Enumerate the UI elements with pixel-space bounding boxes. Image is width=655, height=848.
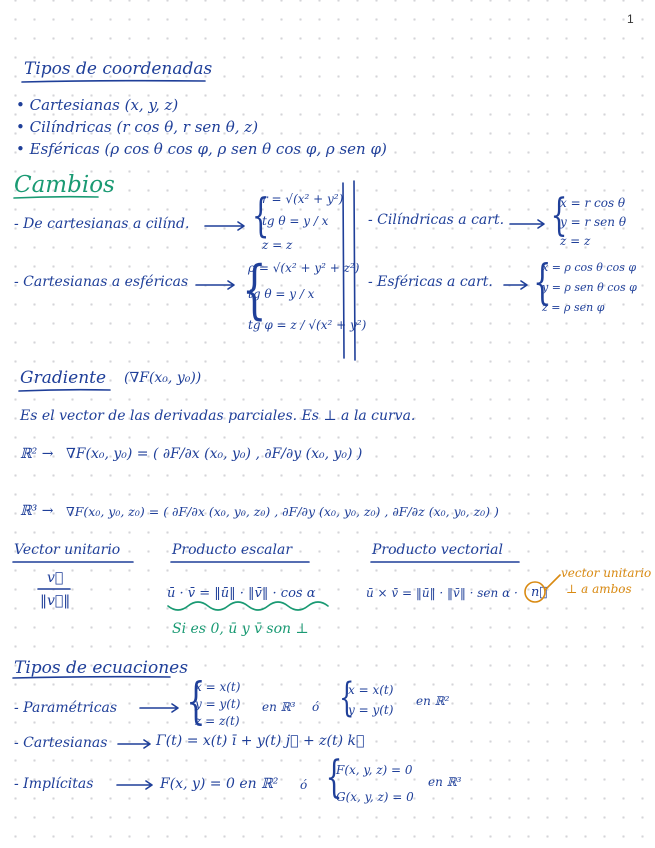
underline-gradiente bbox=[19, 390, 110, 391]
section-title-tipos-ecuaciones: Tipos de ecuaciones bbox=[14, 658, 188, 678]
label-parametricas: - Paramétricas bbox=[14, 700, 118, 716]
gradiente-r3-formula: ∇F(x₀, y₀, z₀) = ( ∂F/∂x (x₀, y₀, z₀) , ∂F/∂y (x₀, y₀, z₀) , ∂F/∂z (x₀, y₀, z₀) ) bbox=[66, 504, 499, 519]
param-r2-y: y = y(t) bbox=[348, 703, 394, 717]
vector-unitario-numerator: v⃗ bbox=[47, 570, 64, 586]
param-r3-x: x = x(t) bbox=[195, 680, 241, 694]
eq-cart-to-cil-r: r = √(x² + y²) bbox=[262, 192, 344, 206]
vector-unitario-denominator: ‖v⃗‖ bbox=[40, 593, 71, 609]
arrow-cart-to-esf bbox=[196, 281, 234, 289]
brace-cart-to-esf: { bbox=[242, 253, 267, 327]
underline-tipos-ecuaciones bbox=[13, 677, 170, 678]
eq-cart-to-esf-phi: tg φ = z / √(x² + y²) bbox=[248, 318, 367, 332]
connector-normal-note bbox=[545, 575, 560, 590]
eq-esf-to-cart-x: x = ρ cos θ cos φ bbox=[542, 261, 637, 274]
title-producto-escalar: Producto escalar bbox=[172, 542, 293, 558]
section-title-cambios: Cambios bbox=[14, 172, 115, 198]
label-esf-to-cart: - Esféricas a cart. bbox=[368, 274, 493, 290]
eq-esf-to-cart-y: y = ρ sen θ cos φ bbox=[542, 281, 637, 294]
param-r3-z: z = z(t) bbox=[195, 714, 240, 728]
arrow-parametricas bbox=[140, 704, 178, 712]
bullet-cilindricas: • Cilíndricas (r cos θ, r sen θ, z) bbox=[16, 118, 259, 136]
divider-line-right bbox=[354, 181, 355, 360]
producto-escalar-formula: ū · v̄ = ‖ū‖ · ‖v̄‖ · cos α bbox=[167, 586, 316, 601]
brace-parametricas-r2: { bbox=[339, 675, 355, 721]
implicitas-r2: F(x, y) = 0 en ℝ² bbox=[160, 776, 279, 792]
section-title-tipos-coordenadas: Tipos de coordenadas bbox=[24, 59, 213, 79]
bullet-esfericas: • Esféricas (ρ cos θ cos φ, ρ sen θ cos φ, ρ sen φ) bbox=[16, 140, 387, 158]
implicitas-r3-suffix: en ℝ³ bbox=[428, 775, 462, 789]
page-number: 1 bbox=[627, 12, 634, 26]
title-vector-unitario: Vector unitario bbox=[14, 542, 121, 558]
arrow-implicitas bbox=[117, 781, 152, 789]
param-o: ó bbox=[312, 700, 320, 714]
brace-implicitas: { bbox=[325, 752, 343, 803]
label-cart-to-esf: - Cartesianas a esféricas bbox=[14, 274, 189, 290]
param-r3-suffix: en ℝ³ bbox=[262, 700, 296, 714]
section-title-gradiente: Gradiente bbox=[20, 368, 107, 388]
param-r2-suffix: en ℝ² bbox=[416, 694, 450, 708]
circle-normal-vector bbox=[525, 582, 548, 602]
label-cil-to-cart: - Cilíndricas a cart. bbox=[368, 212, 505, 228]
eq-cart-to-cil-z: z = z bbox=[262, 238, 293, 252]
implicitas-r3-f: F(x, y, z) = 0 bbox=[336, 763, 413, 777]
brace-esf-to-cart: { bbox=[533, 254, 552, 310]
label-ecuaciones-cartesianas: - Cartesianas bbox=[14, 735, 108, 751]
brace-parametricas-r3: { bbox=[186, 672, 206, 730]
vector-unitario-note-1: vector unitario bbox=[561, 566, 652, 580]
implicitas-r3-g: G(x, y, z) = 0 bbox=[336, 790, 414, 804]
divider-line-left bbox=[343, 183, 344, 358]
arrow-cil-to-cart bbox=[510, 220, 544, 228]
arrow-cart-to-cil bbox=[205, 222, 244, 230]
gradiente-r2-formula: ∇F(x₀, y₀) = ( ∂F/∂x (x₀, y₀) , ∂F/∂y (x₀, y₀) ) bbox=[66, 446, 363, 462]
title-producto-vectorial: Producto vectorial bbox=[372, 542, 503, 558]
eq-cil-to-cart-y: y = r sen θ bbox=[560, 215, 627, 229]
implicitas-o: ó bbox=[300, 778, 308, 792]
ecuaciones-cartesianas-formula: Γ(t) = x(t) ī + y(t) j⃗ + z(t) k⃗ bbox=[156, 733, 365, 749]
vector-unitario-note-2: ⊥ a ambos bbox=[566, 582, 632, 596]
underline-tipos-coordenadas bbox=[22, 81, 205, 82]
arrow-esf-to-cart bbox=[504, 281, 527, 289]
underline-cambios bbox=[14, 197, 98, 198]
label-implicitas: - Implícitas bbox=[14, 776, 94, 792]
param-r3-y: y = y(t) bbox=[195, 697, 241, 711]
brace-cil-to-cart: { bbox=[550, 190, 568, 241]
producto-escalar-note: Si es 0, ū y v̄ son ⊥ bbox=[172, 621, 309, 637]
gradiente-r2-prefix: ℝ² → bbox=[20, 446, 54, 462]
normal-vector-symbol: n⃗ bbox=[531, 585, 548, 600]
bullet-cartesianas: • Cartesianas (x, y, z) bbox=[16, 96, 179, 114]
brace-cart-to-cil: { bbox=[251, 188, 270, 242]
eq-cil-to-cart-x: x = r cos θ bbox=[560, 196, 626, 210]
producto-vectorial-formula: ū × v̄ = ‖ū‖ · ‖v̄‖ · sen α · bbox=[366, 586, 518, 600]
eq-cart-to-esf-rho: ρ = √(x² + y² + z²) bbox=[248, 261, 360, 275]
gradiente-title-math: (∇F(x₀, y₀)) bbox=[124, 370, 202, 386]
eq-cart-to-esf-theta: tg θ = y / x bbox=[248, 287, 315, 301]
gradiente-r3-prefix: ℝ³ → bbox=[20, 503, 54, 519]
eq-esf-to-cart-z: z = ρ sen φ bbox=[542, 301, 605, 314]
eq-cil-to-cart-z: z = z bbox=[560, 234, 591, 248]
wavy-underline-escalar bbox=[168, 602, 328, 610]
arrow-cartesianas bbox=[118, 740, 150, 748]
eq-cart-to-cil-theta: tg θ = y / x bbox=[262, 214, 329, 228]
param-r2-x: x = x(t) bbox=[348, 683, 394, 697]
label-cart-to-cil: - De cartesianas a cilínd. bbox=[14, 216, 190, 232]
gradiente-definition: Es el vector de las derivadas parciales. Es ⊥ a la curva. bbox=[20, 408, 416, 424]
